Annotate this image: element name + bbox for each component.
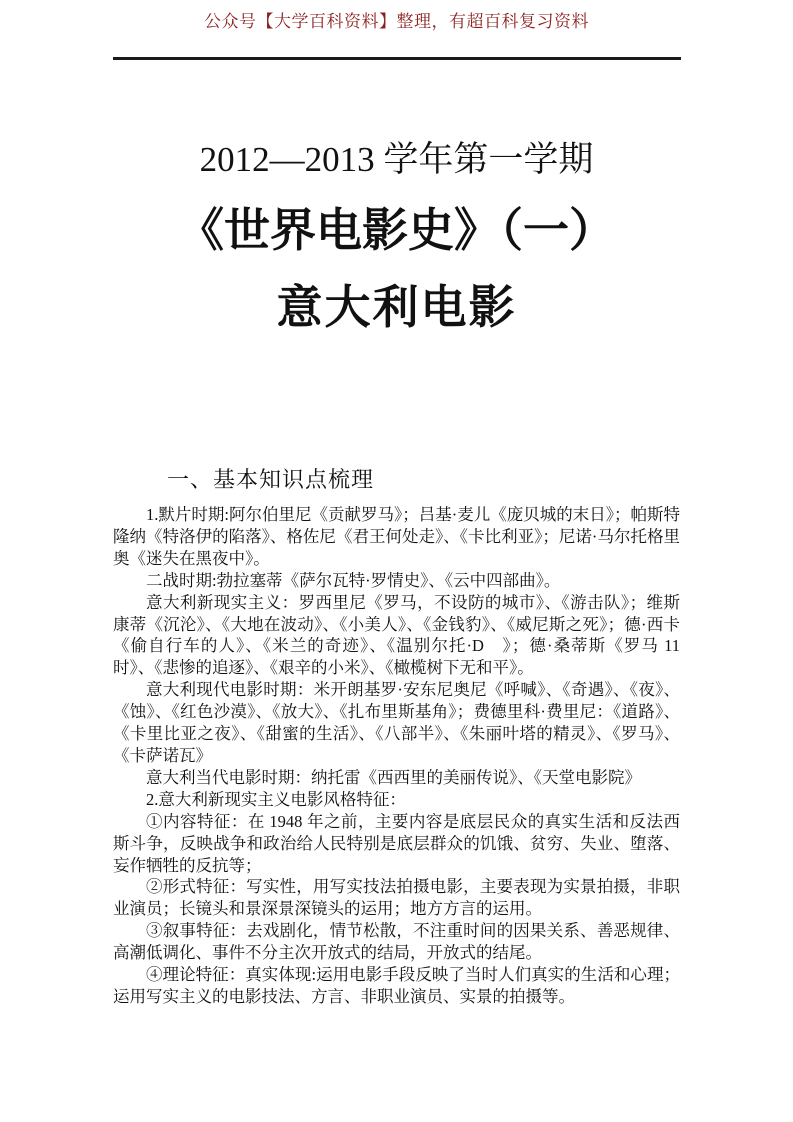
paragraph-form-feature: ②形式特征：写实性，用写实技法拍摄电影，主要表现为实景拍摄，非职业演员；长镜头和景深景深镜头的运用；地方方言的运用。 bbox=[113, 877, 680, 919]
header-rule bbox=[113, 57, 681, 60]
paragraph-theory-feature: ④理论特征：真实体现:运用电影手段反映了当时人们真实的生活和心理；运用写实主义的电影技法、方言、非职业演员、实景的拍摄等。 bbox=[113, 965, 680, 1006]
paragraph-silent-era: 1.默片时期:阿尔伯里尼《贡献罗马》；吕基·麦儿《庞贝城的末日》；帕斯特隆纳《特洛伊的陷落》、格佐尼《君王何处走》、《卡比利亚》；尼诺·马尔托格里奥《迷失在黑夜中》。 bbox=[113, 505, 680, 568]
page-header-note: 公众号【大学百科资料】整理，有超百科复习资料 bbox=[204, 12, 589, 31]
title-course-name: 《世界电影史》（一） bbox=[178, 205, 615, 256]
title-semester: 2012—2013 学年第一学期 bbox=[199, 140, 594, 179]
title-topic: 意大利电影 bbox=[276, 282, 517, 333]
paragraph-neorealism: 意大利新现实主义：罗西里尼《罗马，不设防的城市》、《游击队》；维斯康蒂《沉沦》、《大地在波动》、《小美人》、《金钱豹》、《威尼斯之死》；德·西卡《偷自行车的人》、《米兰的奇迹》、《温别尔托·D 》；德·桑蒂斯《罗马 11 时》、《悲惨的追逐》、《艰辛的小米》、《橄榄树下无和平》。 bbox=[113, 592, 680, 678]
paragraph-wwii-era: 二战时期:勃拉塞蒂《萨尔瓦特·罗情史》、《云中四部曲》。 bbox=[146, 570, 561, 590]
section-heading: 一、基本知识点梳理 bbox=[167, 467, 375, 492]
paragraph-contemporary-era: 意大利当代电影时期：纳托雷《西西里的美丽传说》、《天堂电影院》 bbox=[146, 767, 641, 787]
paragraph-narrative-feature: ③叙事特征：去戏剧化，情节松散，不注重时间的因果关系、善恶规律、高潮低调化、事件不分主次开放式的结局，开放式的结尾。 bbox=[113, 921, 680, 963]
body-text bbox=[113, 504, 680, 1008]
paragraph-modern-era: 意大利现代电影时期：米开朗基罗·安东尼奥尼《呼喊》、《奇遇》、《夜》、《蚀》、《红色沙漠》、《放大》、《扎布里斯基角》；费德里科·费里尼：《道路》、《卡里比亚之夜》、《甜蜜的生活》、《八部半》、《朱丽叶塔的精灵》、《罗马》、《卡萨诺瓦》 bbox=[113, 680, 680, 765]
paragraph-style-features: 2.意大利新现实主义电影风格特征： bbox=[146, 789, 406, 809]
paragraph-content-feature: ①内容特征：在 1948 年之前，主要内容是底层民众的真实生活和反法西斯斗争，反映战争和政治给人民特别是底层群众的饥饿、贫穷、失业、堕落、妄作牺牲的反抗等； bbox=[113, 811, 680, 875]
